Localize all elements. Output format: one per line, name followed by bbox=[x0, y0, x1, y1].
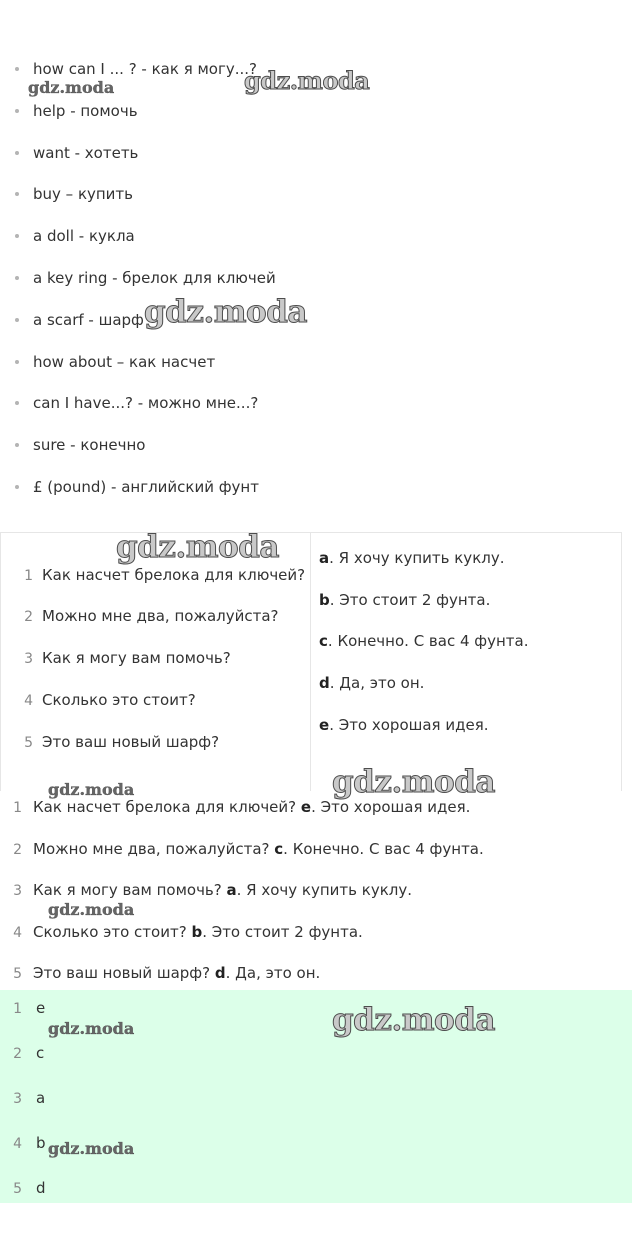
solution-number: 2 bbox=[13, 842, 22, 858]
watermark-text: gdz.moda bbox=[48, 780, 135, 799]
solution-answer: . Да, это он. bbox=[225, 964, 321, 982]
question-number: 2 bbox=[24, 609, 33, 625]
answer-row bbox=[319, 588, 490, 612]
question-text: Как я могу вам помочь? bbox=[42, 649, 231, 667]
final-answer-number: 3 bbox=[13, 1091, 22, 1107]
final-answer-number: 4 bbox=[13, 1136, 22, 1152]
answer-text: . Это стоит 2 фунта. bbox=[329, 591, 491, 609]
solution-letter: e bbox=[300, 798, 312, 816]
answer-row bbox=[319, 671, 424, 695]
solution-letter: d bbox=[214, 964, 226, 982]
solution-number: 4 bbox=[13, 925, 22, 941]
watermark-text: gdz.moda bbox=[332, 1002, 495, 1038]
answer-row bbox=[319, 546, 504, 570]
final-answer-number: 5 bbox=[13, 1181, 22, 1197]
final-answer-row bbox=[0, 1086, 45, 1110]
vocab-item: a doll - кукла bbox=[0, 221, 632, 263]
solution-question: Сколько это стоит? bbox=[33, 923, 192, 941]
vocabulary-list bbox=[0, 54, 632, 514]
solution-answer: . Конечно. С вас 4 фунта. bbox=[283, 840, 484, 858]
final-answer-letter: a bbox=[36, 1089, 46, 1107]
question-row bbox=[1, 646, 231, 670]
answer-letter: e bbox=[319, 716, 330, 734]
vocab-item: £ (pound) - английский фунт bbox=[0, 472, 632, 514]
answer-letter: d bbox=[319, 674, 330, 692]
final-answer-number: 1 bbox=[13, 1001, 22, 1017]
watermark-text: gdz.moda bbox=[144, 294, 307, 330]
question-number: 1 bbox=[24, 568, 33, 584]
final-answer-row bbox=[0, 1131, 46, 1155]
vocab-item: a key ring - брелок для ключей bbox=[0, 263, 632, 305]
vocab-item: want - хотеть bbox=[0, 138, 632, 180]
solution-letter: c bbox=[274, 840, 284, 858]
vocab-item: how can I ... ? - как я могу...? bbox=[0, 54, 632, 96]
solution-answer: . Это стоит 2 фунта. bbox=[202, 923, 363, 941]
solution-number: 1 bbox=[13, 800, 22, 816]
watermark-text: gdz.moda bbox=[48, 1019, 135, 1038]
question-row bbox=[1, 730, 219, 754]
solution-question: Как я могу вам помочь? bbox=[33, 881, 227, 899]
vocab-item: buy – купить bbox=[0, 179, 632, 221]
vocab-item: help - помочь bbox=[0, 96, 632, 138]
solution-answer: . Это хорошая идея. bbox=[311, 798, 471, 816]
watermark-text: gdz.moda bbox=[48, 900, 135, 919]
solution-row bbox=[0, 878, 412, 902]
answer-row bbox=[319, 713, 488, 737]
solution-answer: . Я хочу купить куклу. bbox=[236, 881, 412, 899]
solution-number: 5 bbox=[13, 966, 22, 982]
final-answer-letter: b bbox=[36, 1134, 46, 1152]
answer-letter: a bbox=[319, 549, 330, 567]
questions-column bbox=[1, 533, 311, 791]
question-number: 5 bbox=[24, 735, 33, 751]
question-number: 4 bbox=[24, 693, 33, 709]
final-answer-row bbox=[0, 1176, 46, 1200]
watermark-text: gdz.moda bbox=[48, 1139, 135, 1158]
solution-letter: b bbox=[191, 923, 203, 941]
answer-text: . Это хорошая идея. bbox=[329, 716, 489, 734]
question-row bbox=[1, 563, 305, 587]
watermark-text: gdz.moda bbox=[116, 529, 279, 565]
answer-text: . Конечно. С вас 4 фунта. bbox=[327, 632, 529, 650]
watermark-text: gdz.moda bbox=[244, 66, 370, 95]
answer-row bbox=[319, 629, 529, 653]
solution-row bbox=[0, 920, 363, 944]
question-text: Сколько это стоит? bbox=[42, 691, 196, 709]
answer-letter: c bbox=[319, 632, 328, 650]
question-text: Как насчет брелока для ключей? bbox=[42, 566, 306, 584]
final-answer-letter: d bbox=[36, 1179, 46, 1197]
final-answer-number: 2 bbox=[13, 1046, 22, 1062]
question-row bbox=[1, 688, 196, 712]
question-text: Это ваш новый шарф? bbox=[42, 733, 220, 751]
answer-text: . Да, это он. bbox=[329, 674, 425, 692]
vocab-item: sure - конечно bbox=[0, 430, 632, 472]
solution-question: Можно мне два, пожалуйста? bbox=[33, 840, 275, 858]
question-number: 3 bbox=[24, 651, 33, 667]
watermark-text: gdz.moda bbox=[332, 764, 495, 800]
watermark-text: gdz.moda bbox=[28, 78, 115, 97]
final-answer-letter: c bbox=[36, 1044, 45, 1062]
vocab-item: a scarf - шарф bbox=[0, 305, 632, 347]
final-answer-letter: e bbox=[36, 999, 46, 1017]
question-row bbox=[1, 604, 278, 628]
solution-row bbox=[0, 961, 320, 985]
solution-row bbox=[0, 837, 484, 861]
matching-table bbox=[0, 532, 622, 791]
vocab-item: how about – как насчет bbox=[0, 347, 632, 389]
solution-question: Это ваш новый шарф? bbox=[33, 964, 215, 982]
solution-number: 3 bbox=[13, 883, 22, 899]
solution-letter: a bbox=[226, 881, 237, 899]
answer-text: . Я хочу купить куклу. bbox=[329, 549, 505, 567]
final-answer-row bbox=[0, 1041, 44, 1065]
solution-question: Как насчет брелока для ключей? bbox=[33, 798, 301, 816]
vocab-item: can I have...? - можно мне...? bbox=[0, 388, 632, 430]
answer-letter: b bbox=[319, 591, 330, 609]
final-answer-row bbox=[0, 996, 45, 1020]
question-text: Можно мне два, пожалуйста? bbox=[42, 607, 279, 625]
answers-column bbox=[311, 533, 621, 791]
